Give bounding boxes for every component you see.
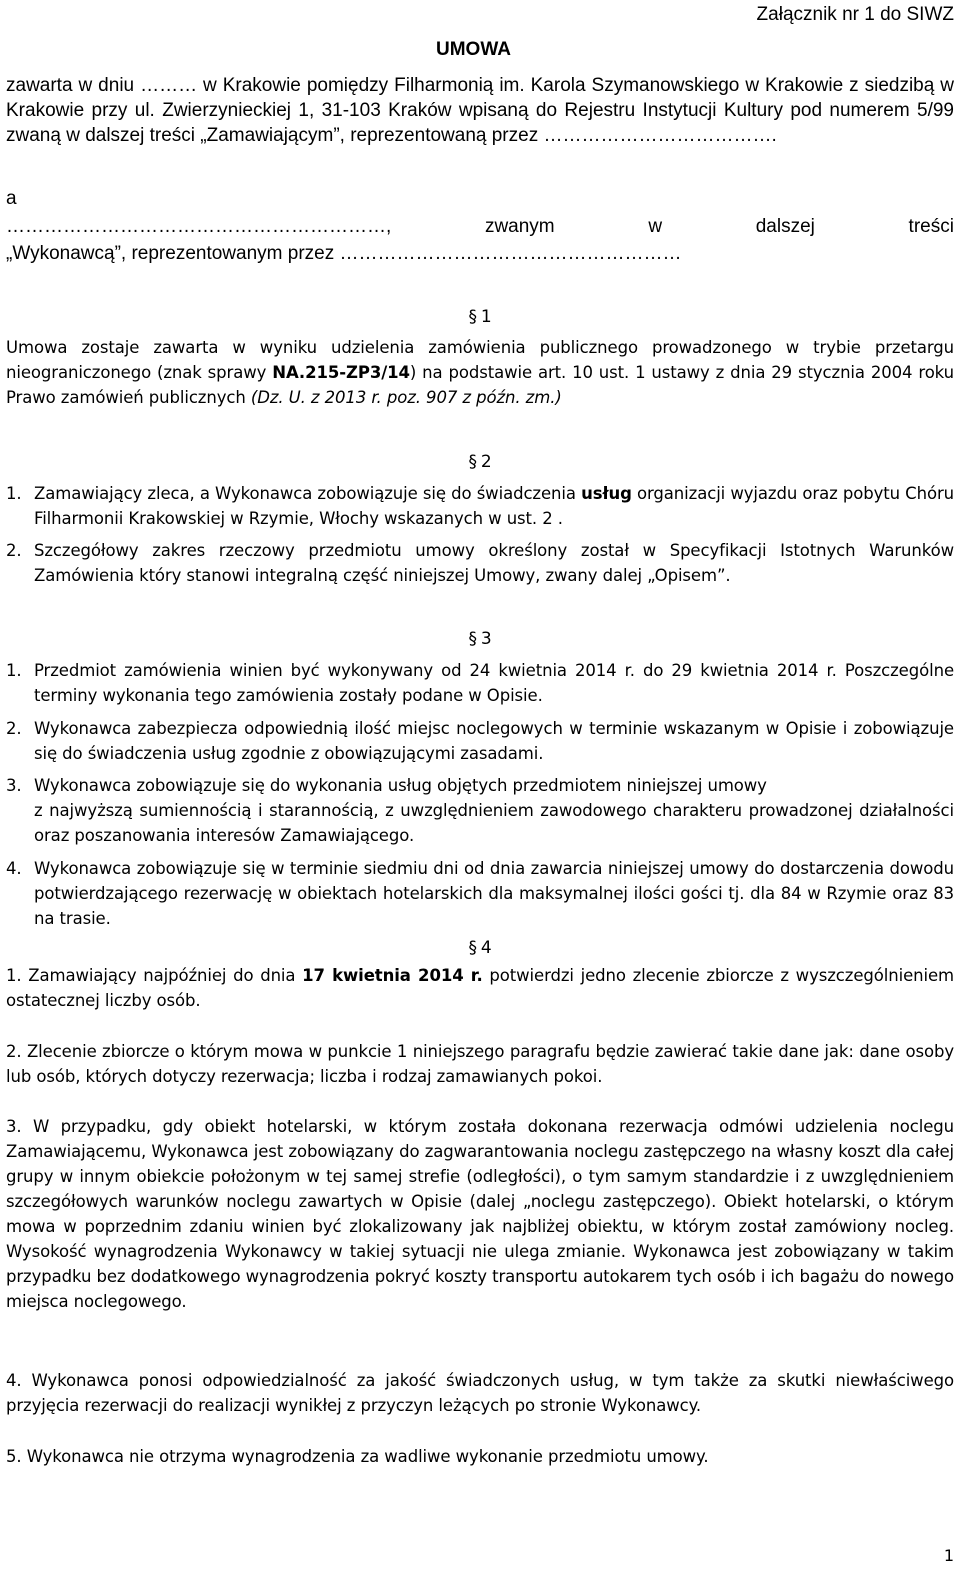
item-number: 4. [6,859,22,878]
item-number: 3. [6,776,22,795]
s4-p1-a: 1. Zamawiający najpóźniej do dnia [6,966,303,985]
party-line-2: „Wykonawcą”, reprezentowanym przez ……………………………………………… [6,243,682,264]
intro-paragraph [6,73,954,148]
s2-p1-c: organizacji wyjazdu oraz pobytu Chóru Filharmonii Krakowskiej w Rzymie, Włochy wskazanych w ust. 2 . [34,484,954,528]
item-number: 1. [6,661,22,680]
s4-deadline: 17 kwietnia 2014 r. [302,966,483,985]
section-number: 2 [480,452,492,472]
s4-item-4: 4. Wykonawca ponosi odpowiedzialność za jakość świadczonych usług, w tym także za skutki niewłaściwego przyjęcia rezerwacji do realizacji wynikłej z przyczyn leżących po stronie Wykonawcy. [6,1371,954,1415]
s1-text-a: Umowa zostaje zawarta w wyniku udzielenia zamówienia publicznego prowadzonego w trybie przetargu nieograniczonego (znak sprawy [6,338,954,382]
s2-item-2 [6,538,954,588]
s3-item-1 [6,658,954,708]
party-word-1: zwanym [484,216,555,237]
page-number: 1 [943,1546,954,1565]
item-number: 2. [6,719,22,738]
s2-p1-bold: usług [581,484,632,503]
section-2-heading [6,450,954,475]
s3-p4: Wykonawca zobowiązuje się w terminie siedmiu dni od dnia zawarcia niniejszej umowy do dostarczenia dowodu potwierdzającego rezerwację w obiektach hotelarskich dla maksymalnej ilości gości tj. dla 84 w Rzymie oraz 83 na trasie. [34,859,954,928]
party-word-2: w [648,216,663,237]
s1-citation: (Dz. U. z 2013 r. poz. 907 z późn. zm.) [250,388,562,407]
section-4-heading [6,936,954,961]
party-line [6,214,954,239]
section-mark: § [468,938,477,958]
section-mark: § [468,307,477,327]
intro-dots: ………………………………. [543,125,777,146]
party-word-4: treści [908,216,954,237]
section-number: 1 [480,307,492,327]
section-number: 3 [480,629,492,649]
intro-text: zawarta w dniu ……… w Krakowie pomiędzy Filharmonią im. Karola Szymanowskiego w Krakowie z siedzibą w Krakowie przy ul. Zwierzynieckiej 1, 31-103 Kraków wpisaną do Rejestru Instytucji Kultury pod numerem 5/99 zwaną w dalszej treści „Zamawiającym”, reprezentowaną przez [6,75,954,146]
intro-and: a [6,188,17,209]
section-1-paragraph [6,335,954,410]
case-number: NA.215-ZP3/14 [272,363,410,382]
s2-item-1 [6,481,954,531]
item-number: 1. [6,484,22,503]
s4-item-1 [6,963,954,1013]
s3-p1: Przedmiot zamówienia winien być wykonywany od 24 kwietnia 2014 r. do 29 kwietnia 2014 r. Poszczególne terminy wykonania tego zamówienia zostały podane w Opisie. [34,661,954,705]
item-number: 2. [6,541,22,560]
s3-item-3-cont: z najwyższą sumiennością i starannością, z uwzględnieniem zawodowego charakteru prowadzonej działalności oraz poszanowania interesów Zamawiającego. [34,801,954,845]
s3-p2: Wykonawca zabezpiecza odpowiednią ilość miejsc noclegowych w terminie wskazanym w Opisie i zobowiązuje się do świadczenia usług zgodnie z obowiązującymi zasadami. [34,719,954,763]
s3-item-3 [6,773,954,798]
document-page [6,0,954,1576]
s4-item-5: 5. Wykonawca nie otrzyma wynagrodzenia za wadliwe wykonanie przedmiotu umowy. [6,1447,709,1466]
section-number: 4 [480,938,492,958]
s3-item-4 [6,856,954,931]
section-mark: § [468,452,477,472]
section-mark: § [468,629,477,649]
document-title: UMOWA [436,39,511,60]
s4-p1-c: potwierdzi jedno zlecenie zbiorcze z wyszczególnieniem ostatecznej liczby osób. [6,966,954,1010]
s3-item-2 [6,716,954,766]
s1-text-c: ) na podstawie art. 10 ust. 1 ustawy z dnia 29 stycznia 2004 roku Prawo zamówień publicznych [6,363,954,407]
party-dots: ……………………………………………………, [6,216,392,237]
s2-p2: Szczegółowy zakres rzeczowy przedmiotu umowy określony został w Specyfikacji Istotnych Warunków Zamówienia który stanowi integralną część niniejszej Umowy, zwany dalej „Opisem”. [34,541,954,585]
s4-item-2: 2. Zlecenie zbiorcze o którym mowa w punkcie 1 niniejszego paragrafu będzie zawierać takie dane jak: dane osoby lub osób, których dotyczy rezerwacja; liczba i rodzaj zamawianych pokoi. [6,1042,954,1086]
section-1-heading [6,305,954,330]
s4-item-3: 3. W przypadku, gdy obiekt hotelarski, w którym została dokonana rezerwacja odmówi udzielenia noclegu Zamawiającemu, Wykonawca jest zobowiązany do zagwarantowania noclegu zastępczego na własny koszt dla całej grupy w innym obiekcie położonym w tej samej strefie (odległości), o tym samym standardzie i z uwzględnieniem szczegółowych warunków noclegu zawartych w Opisie (dalej „noclegu zastępczego). Obiekt hotelarski, o którym mowa w poprzednim zdaniu winien być zlokalizowany jak najbliżej obiektu, w którym został zamówiony nocleg. Wysokość wynagrodzenia Wykonawcy w takiej sytuacji nie ulega zmianie. Wykonawca jest zobowiązany w takim przypadku bez dodatkowego wynagrodzenia pokryć koszty transportu autokarem tych osób i ich bagażu do nowego miejsca noclegowego. [6,1117,954,1311]
attachment-label: Załącznik nr 1 do SIWZ [756,4,954,25]
s2-p1-a: Zamawiający zleca, a Wykonawca zobowiązuje się do świadczenia [34,484,582,503]
s3-p3-a: Wykonawca zobowiązuje się do wykonania usług objętych przedmiotem niniejszej umowy [34,776,767,795]
party-word-3: dalszej [755,216,815,237]
section-3-heading [6,627,954,652]
